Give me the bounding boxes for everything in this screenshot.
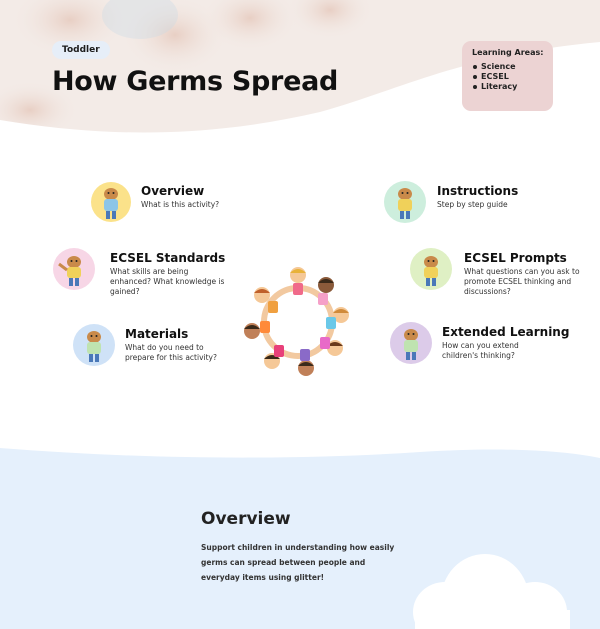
nav-item-subtitle: How can you extend children's thinking?	[442, 341, 519, 360]
learning-areas-title: Learning Areas:	[472, 48, 544, 57]
children-circle-illustration	[238, 265, 358, 380]
nav-item-instructions[interactable]	[383, 180, 533, 226]
mascot-avatar	[389, 321, 433, 365]
nav-item-extended-learning[interactable]	[389, 321, 574, 369]
nav-item-subtitle: What do you need to prepare for this activity?	[125, 343, 217, 362]
level-badge: Toddler	[52, 41, 110, 59]
mascot-avatar	[383, 180, 427, 224]
nav-item-title: ECSEL Prompts	[464, 251, 567, 265]
nav-item-title: Materials	[125, 327, 189, 341]
nav-item-title: ECSEL Standards	[110, 251, 226, 265]
nav-item-materials[interactable]	[72, 323, 242, 371]
learning-area-item: Science	[472, 62, 543, 72]
nav-item-subtitle: Step by step guide	[437, 200, 508, 209]
mascot-avatar	[52, 247, 96, 291]
learning-areas-card	[462, 41, 553, 111]
nav-item-title: Overview	[141, 184, 205, 198]
learning-area-item: ECSEL	[472, 72, 543, 82]
overview-section-background	[0, 440, 600, 629]
mascot-avatar	[409, 247, 453, 291]
learning-areas-list	[472, 62, 543, 92]
nav-item-subtitle: What questions can you ask to promote ECSEL thinking and discussions?	[464, 267, 580, 296]
mascot-avatar	[89, 180, 133, 224]
mascot-avatar	[72, 323, 116, 367]
nav-item-title: Extended Learning	[442, 325, 570, 339]
nav-item-subtitle: What is this activity?	[141, 200, 220, 209]
nav-item-ecsel-prompts[interactable]	[409, 247, 594, 299]
page-title: How Germs Spread	[52, 66, 339, 97]
nav-item-overview[interactable]	[89, 180, 239, 226]
overview-heading: Overview	[201, 509, 291, 529]
nav-item-title: Instructions	[437, 184, 519, 198]
nav-item-subtitle: What skills are being enhanced? What knowledge is gained?	[110, 267, 225, 296]
nav-item-ecsel-standards[interactable]	[52, 247, 226, 299]
learning-area-item: Literacy	[472, 82, 543, 92]
overview-body: Support children in understanding how easily germs can spread between people and everyday items using glitter!	[201, 543, 395, 582]
